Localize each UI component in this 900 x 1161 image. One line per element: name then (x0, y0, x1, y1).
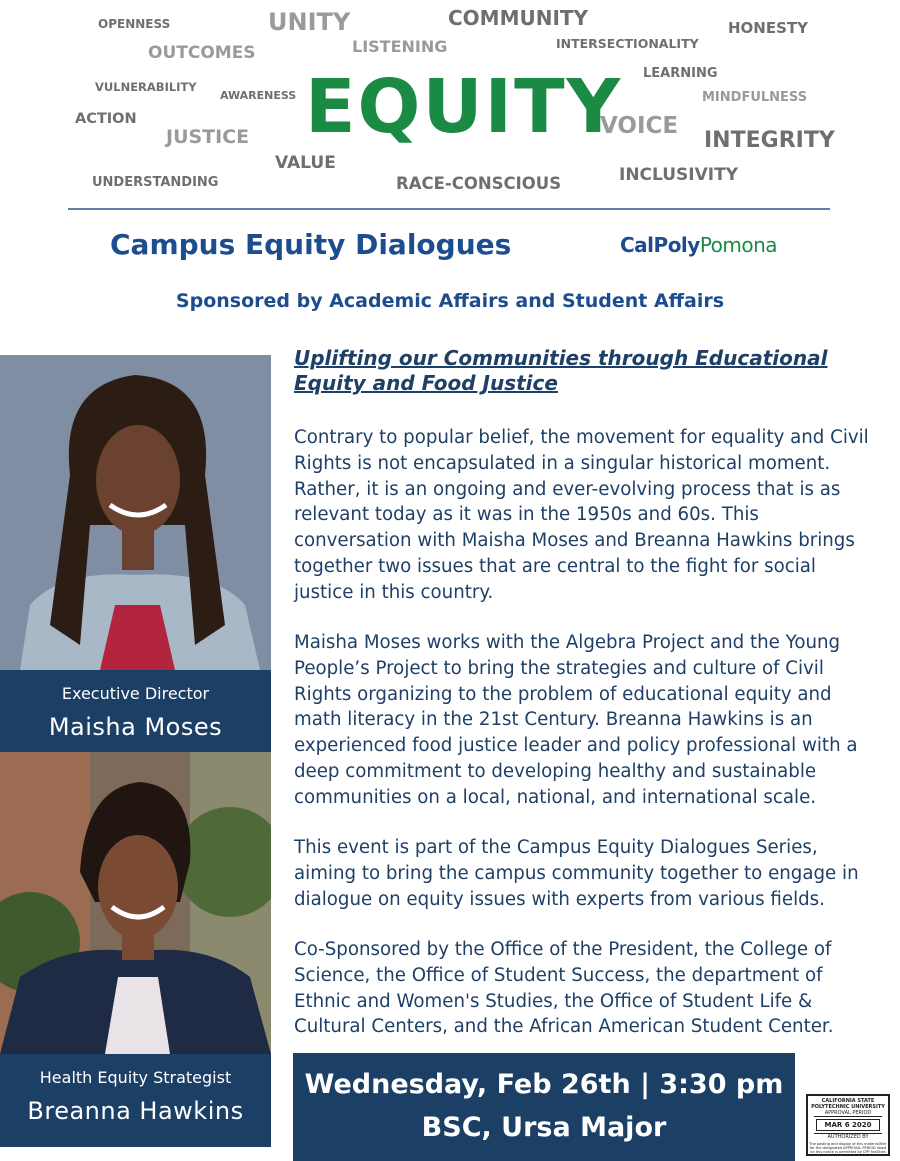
equity-headline: EQUITY (305, 64, 623, 150)
article-title: Uplifting our Communities through Educational Equity and Food Justice (294, 346, 828, 395)
stamp-university: CALIFORNIA STATE POLYTECHNIC UNIVERSITY (811, 1098, 885, 1110)
word-race-conscious: RACE-CONSCIOUS (396, 174, 562, 193)
event-date-time: Wednesday, Feb 26th | 3:30 pm (304, 1069, 784, 1100)
speaker-role: Executive Director (61, 684, 210, 703)
word-awareness: AWARENESS (220, 89, 297, 102)
stamp-approval-period: APPROVAL PERIOD (814, 1110, 882, 1117)
word-listening: LISTENING (352, 37, 448, 56)
speaker-caption-1 (0, 670, 271, 752)
word-mindfulness: MINDFULNESS (702, 90, 808, 105)
word-community: COMMUNITY (448, 6, 589, 30)
cal-poly-pomona-logo (620, 233, 777, 257)
word-action: ACTION (75, 111, 137, 127)
stamp-fine-print: The posting and display of this material/flier for the designated APPROVAL PERIOD listed on this notice is permitted by CPP Facilities (809, 1142, 887, 1154)
word-integrity: INTEGRITY (704, 128, 835, 153)
article-paragraph: Co-Sponsored by the Office of the President, the College of Science, the Office of Student Success, the department of Ethnic and Women's Studies, the Office of Student Life & Cultural Centers, and the African American Student Center. (294, 939, 834, 1038)
word-understanding: UNDERSTANDING (92, 175, 219, 190)
word-openness: OPENNESS (98, 17, 171, 31)
word-value: VALUE (275, 153, 336, 173)
word-learning: LEARNING (643, 66, 718, 81)
article-paragraph: Maisha Moses works with the Algebra Project and the Young People’s Project to bring the strategies and culture of Civil Rights organizing to the problem of educational equity and math literacy in the 21st Century. Breanna Hawkins is an experienced food justice leader and policy professional with a deep commitment to developing healthy and sustainable communities on a local, national, and international scale. (294, 632, 858, 808)
event-details-box (293, 1053, 795, 1161)
word-justice: JUSTICE (166, 126, 250, 148)
speaker-photo-maisha-moses (0, 355, 271, 670)
header-divider (68, 208, 830, 210)
logo-part-pomona: Pomona (699, 233, 778, 257)
speaker-name: Maisha Moses (48, 713, 223, 741)
sponsor-line: Sponsored by Academic Affairs and Student Affairs (175, 290, 725, 312)
event-location: BSC, Ursa Major (421, 1112, 667, 1143)
word-voice: VOICE (600, 113, 679, 139)
word-unity: UNITY (268, 8, 351, 36)
speaker-caption-2 (0, 1054, 271, 1147)
approval-stamp (806, 1094, 890, 1156)
word-intersectionality: INTERSECTIONALITY (556, 36, 699, 51)
logo-part-calpoly: CalPoly (620, 233, 700, 257)
stamp-date: MAR 6 2020 (816, 1119, 880, 1131)
word-honesty: HONESTY (728, 19, 809, 37)
speaker-photo-breanna-hawkins (0, 752, 271, 1054)
word-outcomes: OUTCOMES (148, 43, 256, 63)
word-vulnerability: VULNERABILITY (95, 80, 197, 94)
article-paragraph: Contrary to popular belief, the movement for equality and Civil Rights is not encapsulated in a singular historical moment. Rather, it is an ongoing and ever-evolving process that is as relevant today as it was in the 1950s and 60s. This conversation with Maisha Moses and Breanna Hawkins brings together two issues that are central to the fight for social justice in this country. (294, 427, 869, 603)
portrait-illustration-2 (0, 752, 271, 1054)
series-title: Campus Equity Dialogues (110, 228, 512, 261)
speaker-name: Breanna Hawkins (27, 1097, 244, 1125)
portrait-illustration-1 (0, 355, 271, 670)
stamp-authorized: AUTHORIZED BY (814, 1133, 882, 1140)
speaker-role: Health Equity Strategist (39, 1068, 232, 1087)
article-paragraph: This event is part of the Campus Equity Dialogues Series, aiming to bring the campus community together to engage in dialogue on equity issues with experts from various fields. (294, 837, 859, 910)
word-inclusivity: INCLUSIVITY (619, 165, 739, 185)
